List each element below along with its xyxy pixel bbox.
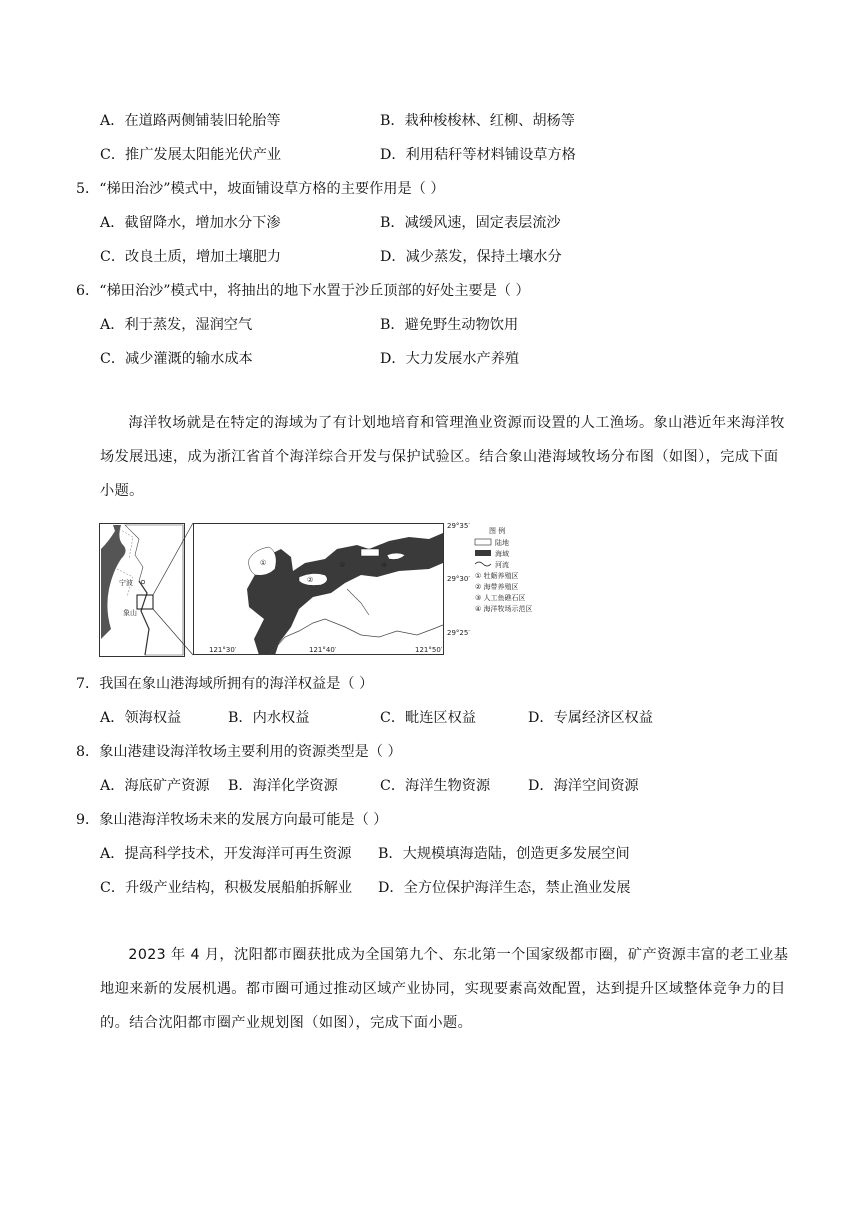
lon-label: 121°50′ — [415, 646, 443, 654]
xiangshan-harbor-map — [99, 519, 562, 659]
lon-label: 121°30′ — [209, 646, 237, 654]
legend-title: 图 例 — [489, 527, 506, 535]
question-9-stem: 9．象山港海洋牧场未来的发展方向最可能是（ ） — [76, 812, 388, 828]
option-b: B．海洋化学资源 — [228, 778, 338, 794]
option-d: D．专属经济区权益 — [528, 710, 653, 726]
option-d: D．减少蒸发，保持土壤水分 — [380, 249, 562, 265]
zone-marker-4: ④ — [381, 561, 388, 569]
map-legend — [475, 526, 533, 613]
option-b: B．减缓风速，固定表层流沙 — [380, 215, 561, 231]
option-a: A．海底矿产资源 — [100, 778, 210, 794]
option-c: C．减少灌溉的输水成本 — [100, 351, 253, 367]
city-label-xiangshan: 象山 — [123, 609, 137, 617]
option-a: A．在道路两侧铺装旧轮胎等 — [100, 113, 281, 129]
passage-shenyang-metro: 2023 年 4 月，沈阳都市圈获批成为全国第九个、东北第一个国家级都市圈，矿产资源丰富的老工业基地迎来新的发展机遇。都市圈可通过推动区域产业协同，实现要素高效配置，达到提升区域整体竞争力的目的。结合沈阳都市圈产业规划图（如图），完成下面小题。 — [100, 947, 789, 1031]
option-a: A．截留降水，增加水分下渗 — [100, 215, 281, 231]
option-b: B．栽种梭梭林、红柳、胡杨等 — [380, 113, 575, 129]
legend-swatch-river — [475, 562, 491, 566]
passage-marine-ranching: 海洋牧场就是在特定的海域为了有计划地培育和管理渔业资源而设置的人工渔场。象山港近年来海洋牧场发展迅速，成为浙江省首个海洋综合开发与保护试验区。结合象山港海域牧场分布图（如图），完成下面小题。 — [100, 415, 785, 499]
legend-item: ② 海带养殖区 — [475, 583, 519, 591]
lat-label: 29°25′ — [447, 629, 470, 637]
option-a: A．提高科学技术，开发海洋可再生资源 — [100, 846, 352, 862]
option-c: C．推广发展太阳能光伏产业 — [100, 147, 282, 163]
question-7-stem: 7．我国在象山港海域所拥有的海洋权益是（ ） — [76, 676, 374, 692]
option-c: C．海洋生物资源 — [380, 778, 491, 794]
legend-item: ③ 人工鱼礁石区 — [475, 594, 526, 602]
legend-item: 海域 — [495, 550, 509, 558]
legend-item: 陆地 — [495, 539, 509, 547]
question-8-stem: 8．象山港建设海洋牧场主要利用的资源类型是（ ） — [76, 744, 402, 760]
option-c: C．升级产业结构，积极发展船舶拆解业 — [100, 880, 353, 896]
option-d: D．海洋空间资源 — [528, 778, 639, 794]
option-d: D．大力发展水产养殖 — [380, 351, 520, 367]
legend-item: 河流 — [495, 561, 509, 569]
option-b: B．大规模填海造陆，创造更多发展空间 — [378, 846, 630, 862]
zone-marker-3: ③ — [339, 561, 346, 569]
legend-item: ① 牡蛎养殖区 — [475, 572, 519, 580]
zone-marker-2: ② — [307, 576, 314, 584]
lon-label: 121°40′ — [309, 646, 337, 654]
city-label-ningbo: 宁波 — [119, 579, 133, 587]
option-a: A．领海权益 — [100, 710, 182, 726]
city-marker — [141, 580, 145, 584]
option-c: C．毗连区权益 — [380, 710, 476, 726]
question-5-stem: 5．“梯田治沙”模式中，坡面铺设草方格的主要作用是（ ） — [76, 181, 445, 197]
option-a: A．利于蒸发，湿润空气 — [100, 317, 253, 333]
island — [361, 549, 379, 556]
option-d: D．全方位保护海洋生态，禁止渔业发展 — [378, 880, 631, 896]
option-b: B．避免野生动物饮用 — [380, 317, 519, 333]
option-c: C．改良土质，增加土壤肥力 — [100, 249, 282, 265]
lat-label: 29°30′ — [447, 575, 470, 583]
legend-item: ④ 海洋牧场示范区 — [475, 605, 533, 613]
lat-label: 29°35′ — [447, 522, 470, 530]
legend-swatch-land — [475, 539, 491, 545]
option-b: B．内水权益 — [228, 710, 310, 726]
legend-swatch-sea — [475, 550, 491, 556]
question-6-stem: 6．“梯田治沙”模式中，将抽出的地下水置于沙丘顶部的好处主要是（ ） — [76, 283, 530, 299]
option-d: D．利用秸秆等材料铺设草方格 — [380, 147, 576, 163]
zone-marker-1: ① — [260, 559, 267, 567]
